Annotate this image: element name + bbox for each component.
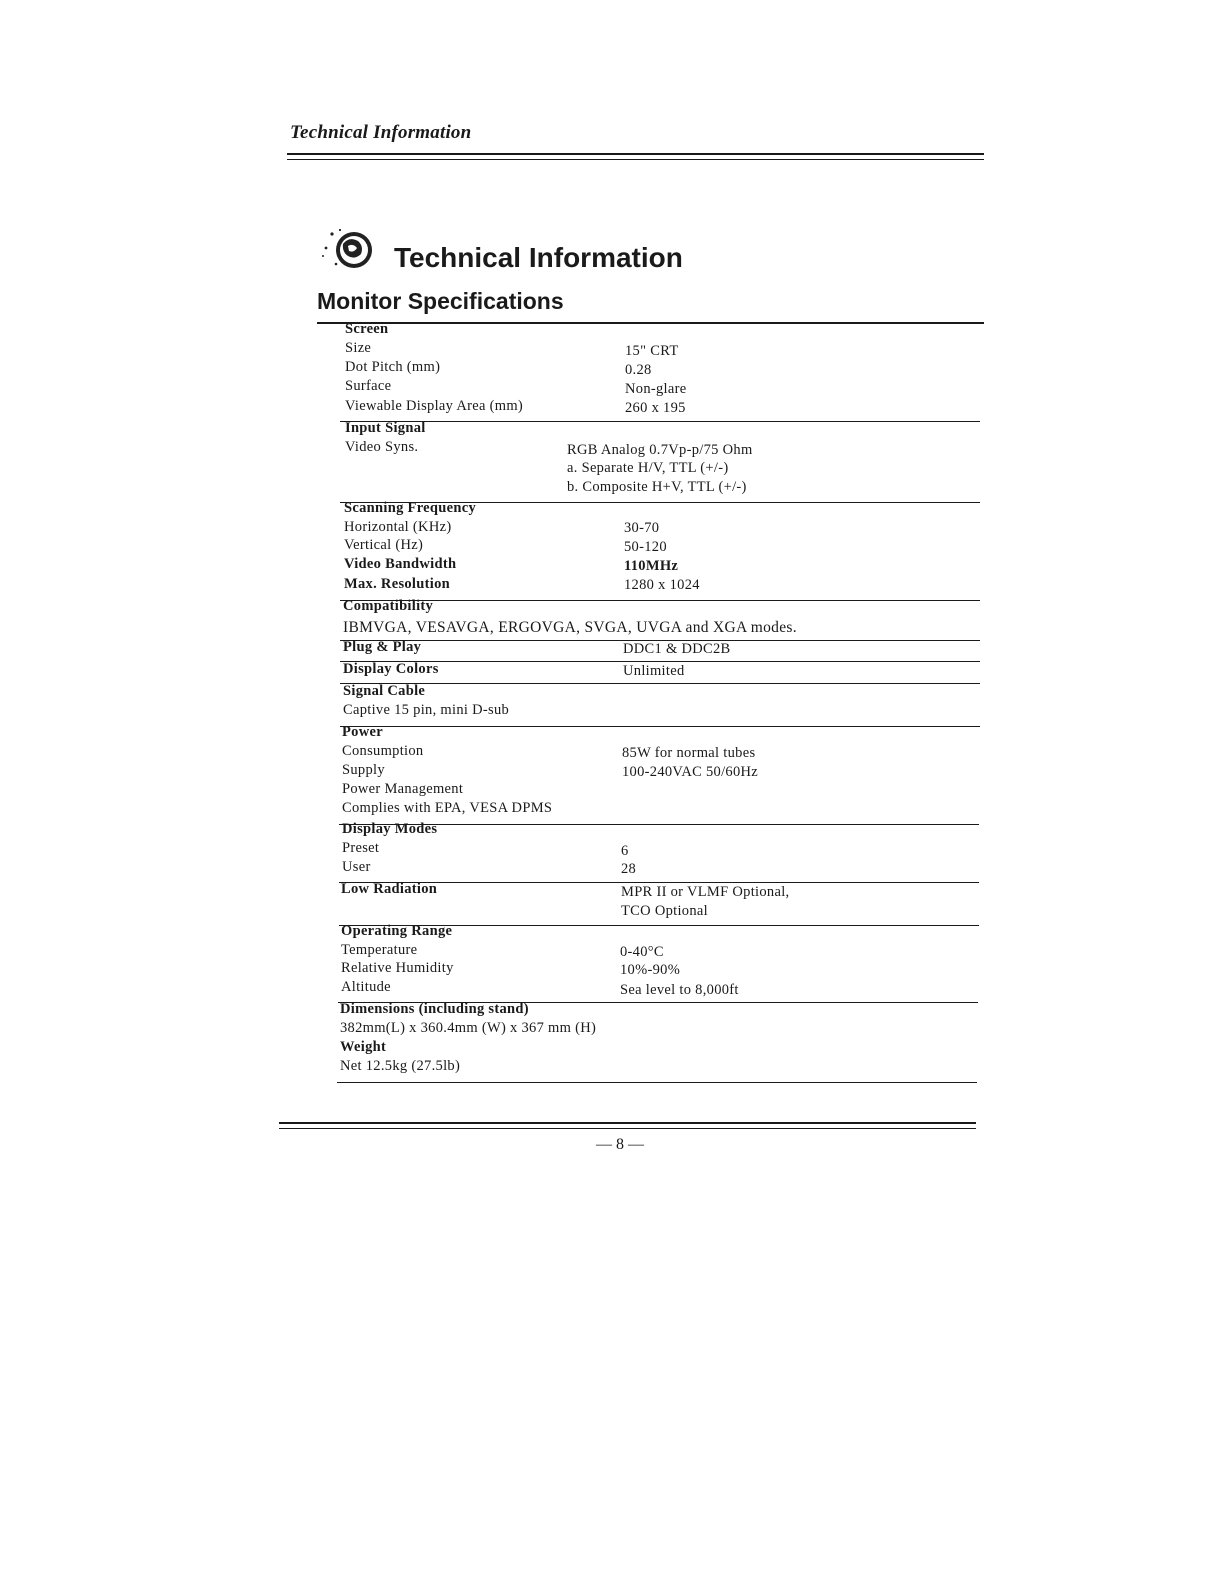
weight-heading: Weight (340, 1039, 387, 1055)
user-value: 28 (621, 861, 637, 877)
humidity-value: 10%-90% (620, 962, 681, 978)
temperature-label: Temperature (341, 942, 418, 958)
video-syns-value-1: RGB Analog 0.7Vp-p/75 Ohm (567, 442, 753, 458)
weight-text: Net 12.5kg (27.5lb) (340, 1058, 461, 1074)
divider (337, 1082, 977, 1083)
preset-value: 6 (621, 843, 629, 859)
user-label: User (342, 859, 371, 875)
dot-pitch-value: 0.28 (625, 362, 652, 378)
dot-pitch-label: Dot Pitch (mm) (345, 359, 441, 375)
globe-icon (318, 224, 380, 278)
humidity-label: Relative Humidity (341, 960, 454, 976)
screen-heading: Screen (345, 321, 389, 337)
power-management-label: Power Management (342, 781, 464, 797)
running-header: Technical Information (290, 122, 472, 143)
signal-cable-heading: Signal Cable (343, 683, 426, 699)
operating-range-heading: Operating Range (341, 923, 453, 939)
low-radiation-value-2: TCO Optional (621, 903, 708, 919)
max-resolution-label: Max. Resolution (344, 576, 450, 592)
divider (340, 600, 980, 601)
low-radiation-value-1: MPR II or VLMF Optional, (621, 884, 790, 900)
plug-play-value: DDC1 & DDC2B (623, 641, 731, 657)
altitude-value: Sea level to 8,000ft (620, 982, 739, 998)
display-modes-heading: Display Modes (342, 821, 438, 837)
footer-rule-bottom (279, 1128, 976, 1129)
dimensions-heading: Dimensions (including stand) (340, 1001, 529, 1017)
horizontal-value: 30-70 (624, 520, 660, 536)
temperature-value: 0-40°C (620, 944, 664, 960)
scanning-heading: Scanning Frequency (344, 500, 477, 516)
size-label: Size (345, 340, 372, 356)
dimensions-text: 382mm(L) x 360.4mm (W) x 367 mm (H) (340, 1020, 597, 1036)
video-syns-label: Video Syns. (345, 439, 419, 455)
power-heading: Power (342, 724, 383, 740)
max-resolution-value: 1280 x 1024 (624, 577, 700, 593)
signal-cable-text: Captive 15 pin, mini D-sub (343, 702, 510, 718)
video-syns-value-2: a. Separate H/V, TTL (+/-) (567, 460, 729, 476)
section-subtitle: Monitor Specifications (317, 288, 564, 314)
altitude-label: Altitude (341, 979, 391, 995)
size-value: 15" CRT (625, 343, 679, 359)
display-colors-heading: Display Colors (343, 661, 439, 677)
bandwidth-label: Video Bandwidth (344, 556, 457, 572)
display-colors-value: Unlimited (623, 663, 685, 679)
compatibility-text: IBMVGA, VESAVGA, ERGOVGA, SVGA, UVGA and XGA modes. (343, 619, 797, 636)
plug-play-heading: Plug & Play (343, 639, 422, 655)
subtitle-rule (317, 322, 984, 324)
divider (340, 726, 980, 727)
compatibility-heading: Compatibility (343, 598, 434, 614)
low-radiation-heading: Low Radiation (341, 881, 438, 897)
video-syns-value-3: b. Composite H+V, TTL (+/-) (567, 479, 747, 495)
input-signal-heading: Input Signal (345, 420, 426, 436)
bandwidth-value: 110MHz (624, 558, 679, 574)
viewable-area-value: 260 x 195 (625, 400, 686, 416)
header-rule-bottom (287, 159, 984, 160)
header-rule-top (287, 153, 984, 155)
footer-rule-top (279, 1122, 976, 1124)
viewable-area-label: Viewable Display Area (mm) (345, 398, 524, 414)
surface-label: Surface (345, 378, 392, 394)
consumption-label: Consumption (342, 743, 424, 759)
vertical-label: Vertical (Hz) (344, 537, 424, 553)
supply-value: 100-240VAC 50/60Hz (622, 764, 759, 780)
surface-value: Non-glare (625, 381, 687, 397)
page-number: — 8 — (596, 1136, 644, 1153)
preset-label: Preset (342, 840, 380, 856)
consumption-value: 85W for normal tubes (622, 745, 756, 761)
divider (340, 421, 980, 422)
supply-label: Supply (342, 762, 385, 778)
complies-text: Complies with EPA, VESA DPMS (342, 800, 553, 816)
vertical-value: 50-120 (624, 539, 667, 555)
divider (340, 683, 980, 684)
horizontal-label: Horizontal (KHz) (344, 519, 452, 535)
page-title: Technical Information (394, 242, 683, 273)
